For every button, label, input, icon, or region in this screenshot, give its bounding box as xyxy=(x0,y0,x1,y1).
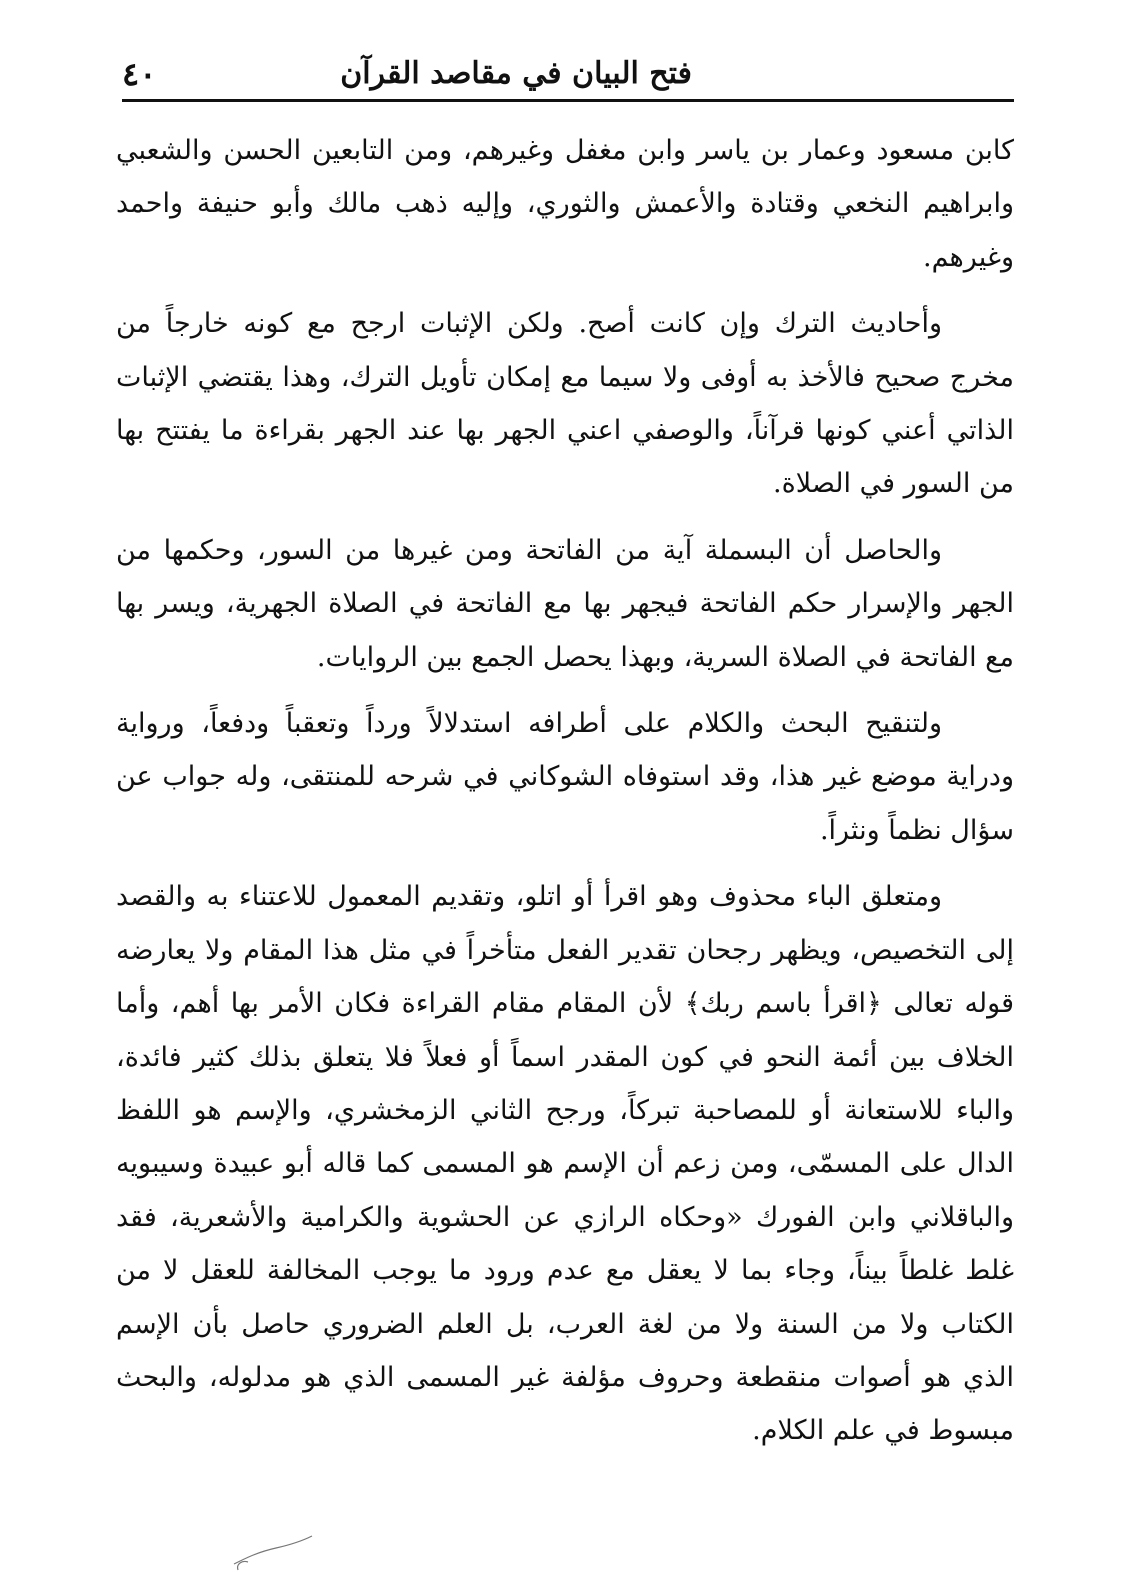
paragraph-3: والحاصل أن البسملة آية من الفاتحة ومن غيرها من السور، وحكمها من الجهر والإسرار حكم الفاتحة فيجهر بها مع الفاتحة في الصلاة الجهرية، ويسر بها مع الفاتحة في الصلاة السرية، وبهذا يحصل الجمع بين الروايات. xyxy=(116,534,1014,673)
page-header xyxy=(122,52,1014,102)
paragraph-4: ولتنقيح البحث والكلام على أطرافه استدلالاً ورداً وتعقباً ودفعاً، ورواية ودراية موضع غير هذا، وقد استوفاه الشوكاني في شرحه للمنتقى، وله جواب عن سؤال نظماً ونثراً. xyxy=(116,708,1014,846)
header-rule xyxy=(122,99,1014,102)
paragraph-1: كابن مسعود وعمار بن ياسر وابن مغفل وغيرهم، ومن التابعين الحسن والشعبي وابراهيم النخعي وقتادة والأعمش والثوري، وإليه ذهب مالك وأبو حنيفة واحمد وغيرهم. xyxy=(116,135,1014,273)
paragraph-5: ومتعلق الباء محذوف وهو اقرأ أو اتلو، وتقديم المعمول للاعتناء به والقصد إلى التخصيص، ويظهر رجحان تقدير الفعل متأخراً في مثل هذا المقام ولا يعارضه قوله تعالى ﴿اقرأ باسم ربك﴾ لأن المقام مقام القراءة فكان الأمر بها أهم، وأما الخلاف بين أئمة النحو في كون المقدر اسماً أو فعلاً فلا يتعلق بذلك كثير فائدة، والباء للاستعانة أو للمصاحبة تبركاً، ورجح الثاني الزمخشري، والإسم هو اللفظ الدال على المسمّى، ومن زعم أن الإسم هو المسمى كما قاله أبو عبيدة وسيبويه والباقلاني وابن الفورك «وحكاه الرازي عن الحشوية والكرامية والأشعرية، فقد غلط غلطاً بيناً، وجاء بما لا يعقل مع عدم ورود ما يوجب المخالفة للعقل لا من الكتاب ولا من السنة ولا من لغة العرب، بل العلم الضروري حاصل بأن الإسم الذي هو أصوات منقطعة وحروف مؤلفة غير المسمى الذي هو مدلوله، والبحث مبسوط في علم الكلام. xyxy=(116,881,1014,1447)
running-title: فتح البيان في مقاصد القرآن xyxy=(340,56,692,91)
body-text xyxy=(116,124,1014,1458)
paragraph-2: وأحاديث الترك وإن كانت أصح. ولكن الإثبات ارجح مع كونه خارجاً من مخرج صحيح فالأخذ به أوفى ولا سيما مع إمكان تأويل الترك، وهذا يقتضي الإثبات الذاتي أعني كونها قرآناً، والوصفي اعني الجهر بها عند الجهر بقراءة ما يفتتح بها من السور في الصلاة. xyxy=(116,308,1014,500)
pen-scribble-mark xyxy=(228,1530,318,1572)
page-number: ٤٠ xyxy=(122,55,157,93)
